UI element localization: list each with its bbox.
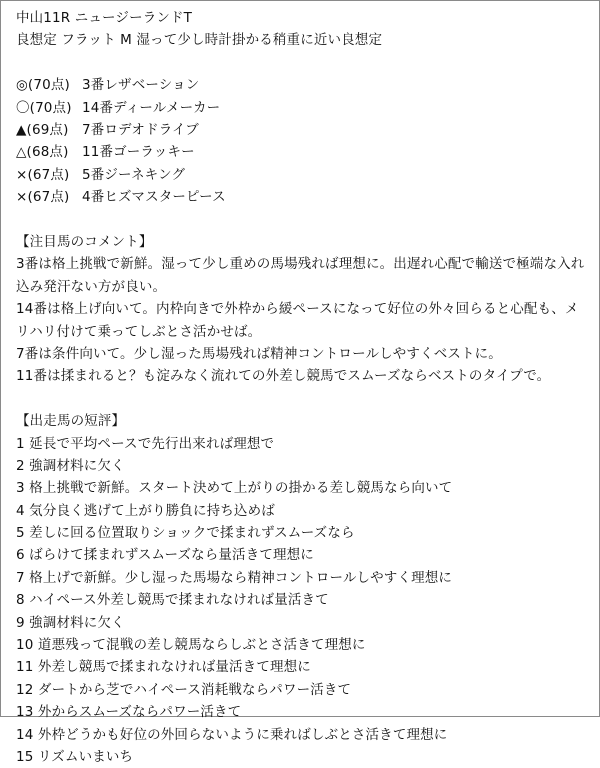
review-item: 1 延長で平均ペースで先行出来れば理想で [16, 435, 275, 452]
prediction-horse: 7番ロデオドライブ [82, 121, 199, 138]
spacer [16, 209, 591, 231]
prediction-list [16, 74, 591, 208]
comments-section [16, 231, 591, 388]
spacer [16, 388, 591, 410]
race-title: 中山11R ニュージーランドT [16, 10, 193, 26]
comment-paragraph: 3番は格上挑戦で新鮮。湿って少し重めの馬場残れば理想に。出遅れ心配で輸送で極端な入れ込み発汗ない方が良い。 [16, 256, 585, 295]
review-item: 2 強調材料に欠く [16, 457, 125, 474]
review-item: 11 外差し競馬で揉まれなければ量活きて理想に [16, 659, 311, 676]
prediction-row [16, 97, 591, 119]
review-item: 12 ダートから芝でハイペース消耗戦ならパワー活きて [16, 681, 352, 698]
review-item: 9 強調材料に欠く [16, 614, 125, 631]
comment-paragraph: 7番は条件向いて。少し湿った馬場残れば精神コントロールしやすくベストに。 [16, 345, 502, 362]
review-item: 10 道悪残って混戦の差し競馬ならしぶとさ活きて理想に [16, 637, 366, 654]
track-condition: 良想定 フラット M 湿って少し時計掛かる稍重に近い良想定 [16, 32, 383, 49]
review-item: 4 気分良く逃げて上がり勝負に持ち込めば [16, 502, 275, 519]
prediction-horse: 14番ディールメーカー [82, 99, 221, 116]
review-item: 3 格上挑戦で新鮮。スタート決めて上がりの掛かる差し競馬なら向いて [16, 480, 453, 497]
review-item: 8 ハイペース外差し競馬で揉まれなければ量活きて [16, 592, 329, 609]
spacer [16, 52, 591, 74]
article-body [16, 7, 591, 768]
prediction-mark: △(68点) [16, 144, 69, 161]
prediction-row [16, 141, 591, 163]
prediction-horse: 11番ゴーラッキー [82, 144, 195, 161]
prediction-mark: ◎(70点) [16, 77, 70, 94]
comment-paragraph: 11番は揉まれると？も淀みなく流れての外差し競馬でスムーズならベストのタイプで。 [16, 368, 551, 385]
review-item: 15 リズムいまいち [16, 748, 134, 765]
prediction-horse: 4番ヒズマスターピース [82, 189, 226, 206]
comments-heading: 【注目馬のコメント】 [16, 233, 153, 250]
review-item: 14 外枠どうかも好位の外回らないように乗ればしぶとさ活きて理想に [16, 726, 448, 743]
review-item: 7 格上げで新鮮。少し湿った馬場なら精神コントロールしやすく理想に [16, 569, 453, 586]
prediction-row [16, 186, 591, 208]
prediction-mark: ×(67点) [16, 189, 70, 206]
prediction-horse: 5番ジーネキング [82, 166, 186, 183]
prediction-mark: ▲(69点) [16, 121, 69, 138]
review-item: 6 ばらけて揉まれずスムーズなら量活きて理想に [16, 547, 314, 564]
prediction-row [16, 74, 591, 96]
prediction-mark: 〇(70点) [16, 99, 72, 116]
reviews-heading: 【出走馬の短評】 [16, 413, 126, 430]
reviews-section [16, 410, 591, 768]
prediction-row [16, 119, 591, 141]
prediction-horse: 3番レザベーション [82, 77, 200, 94]
review-item: 5 差しに回る位置取りショックで揉まれずスムーズなら [16, 525, 355, 542]
comment-paragraph: 14番は格上げ向いて。内枠向きで外枠から緩ペースになって好位の外々回らると心配も、メリハリ付けて乗ってしぶとさ活かせば。 [16, 301, 579, 340]
prediction-row [16, 164, 591, 186]
prediction-mark: ×(67点) [16, 166, 70, 183]
review-item: 13 外からスムーズならパワー活きて [16, 704, 242, 721]
